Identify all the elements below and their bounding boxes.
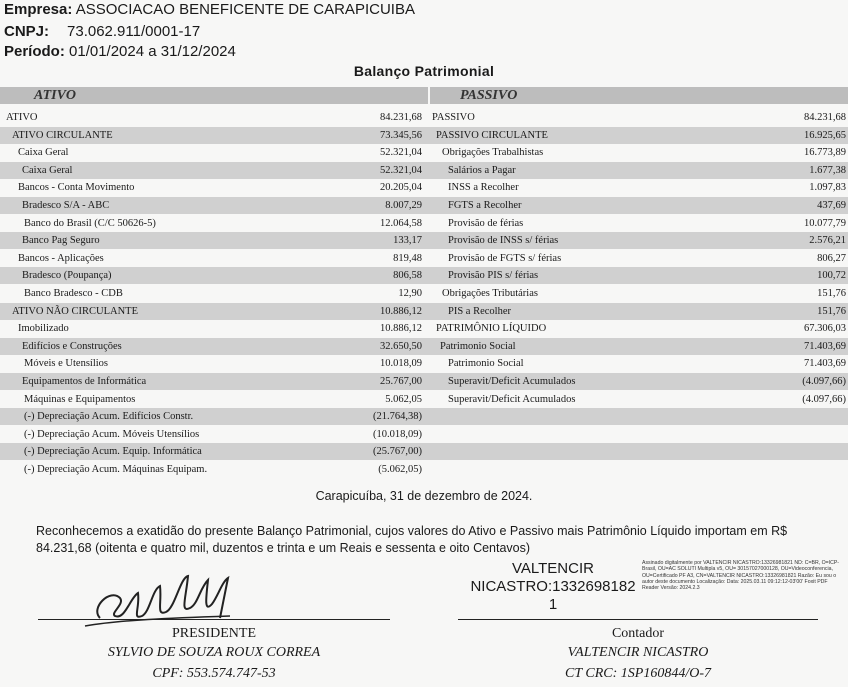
passivo-row-label: FGTS a Recolher [448, 200, 522, 211]
passivo-row-value: 1.677,38 [809, 164, 846, 176]
ativo-row-value: 84.231,68 [380, 112, 422, 123]
ativo-row-label: Bradesco (Poupança) [22, 270, 112, 282]
ativo-row-value: (25.767,00) [373, 446, 422, 458]
ativo-row-label: (-) Depreciação Acum. Edifícios Constr. [24, 411, 194, 423]
passivo-row-value: 16.773,89 [804, 147, 846, 159]
table-row [0, 250, 848, 267]
period-line [4, 43, 236, 60]
ativo-row-label: Móveis e Utensílios [24, 358, 108, 370]
president-signature-image [80, 568, 250, 633]
passivo-row-label: PASSIVO [432, 112, 475, 123]
passivo-column-header [430, 87, 848, 104]
passivo-row-value: (4.097,66) [802, 393, 846, 405]
ativo-row-value: (10.018,09) [373, 428, 422, 440]
cnpj-label: CNPJ: [4, 23, 50, 40]
page-title: Balanço Patrimonial [353, 63, 495, 79]
ativo-row-value: 52.321,04 [380, 164, 422, 176]
ativo-row-label: (-) Depreciação Acum. Móveis Utensílios [24, 428, 200, 440]
ativo-column-header [0, 87, 428, 104]
passivo-row-label: Provisão de INSS s/ férias [448, 235, 559, 247]
ativo-row-label: Banco Bradesco - CDB [24, 288, 123, 299]
accountant-crc: CT CRC: 1SP160844/O-7 [565, 666, 711, 681]
table-row [0, 267, 848, 284]
ativo-row-value: 8.007,29 [385, 200, 422, 211]
ativo-row-value: 25.767,00 [380, 376, 422, 387]
period-label: Período: [4, 43, 65, 60]
president-cpf: CPF: 553.574.747-53 [152, 666, 276, 681]
ativo-row-label: (-) Depreciação Acum. Equip. Informática [24, 446, 202, 458]
accountant-role: Contador [611, 626, 665, 641]
passivo-row-label: Provisão PIS s/ férias [448, 270, 539, 282]
company-label: Empresa: [4, 1, 73, 18]
table-row [0, 197, 848, 214]
passivo-row-value: 100,72 [817, 270, 846, 282]
ativo-row-value: 806,58 [393, 270, 422, 282]
passivo-row-value: 1.097,83 [809, 182, 846, 194]
ativo-row-label: Edifícios e Construções [22, 340, 122, 352]
ativo-row-label: Imobilizado [18, 323, 69, 335]
ativo-row-label: ATIVO NÃO CIRCULANTE [12, 305, 138, 317]
ativo-row-label: Bancos - Conta Movimento [18, 182, 135, 194]
ativo-row-label: Caixa Geral [22, 164, 73, 176]
digital-signature-details: Assinado digitalmente por VALTENCIR NICASTRO:13326981821 ND: C=BR, O=ICP-Brasil, OU=AC SOLUTI Multipla v5, OU= 30157027000128, OU=Videoconferencia, OU=Certificado PF A3, CN=VALTENCIR NICASTRO:13326981821 Razão: Eu sou o autor deste documento Localização: Data: 2025.03.11 09:12:12-03'00' Foxit PDF Reader Versão: 2024.2.3 [642, 560, 840, 592]
ativo-row-value: 12,90 [398, 288, 422, 299]
ativo-row-label: Banco Pag Seguro [22, 235, 100, 247]
ativo-row-value: 32.650,50 [380, 340, 422, 352]
passivo-row-label: PASSIVO CIRCULANTE [436, 129, 548, 141]
ativo-row-value: 5.062,05 [385, 393, 422, 405]
table-row [0, 338, 848, 355]
passivo-row-value: 16.925,65 [804, 129, 846, 141]
passivo-row-label: Patrimonio Social [448, 358, 524, 370]
ativo-row-label: Banco do Brasil (C/C 50626-5) [24, 217, 156, 229]
passivo-row-value: 84.231,68 [804, 112, 846, 123]
ativo-row-label: Equipamentos de Informática [22, 376, 147, 387]
ativo-row-label: Máquinas e Equipamentos [24, 393, 136, 405]
ativo-row-label: Caixa Geral [18, 147, 69, 159]
passivo-row-label: Provisão de férias [448, 217, 524, 229]
passivo-row-value: 151,76 [817, 305, 846, 317]
company-line [4, 1, 415, 18]
table-row [0, 109, 848, 126]
president-name: SYLVIO DE SOUZA ROUX CORREA [107, 645, 321, 660]
passivo-heading: PASSIVO [460, 88, 518, 103]
ativo-row-value: (5.062,05) [378, 464, 422, 475]
ativo-row-value: 133,17 [393, 235, 422, 247]
passivo-row-value: 67.306,03 [804, 323, 846, 335]
passivo-row-label: Superavit/Deficit Acumulados [448, 376, 576, 387]
passivo-row-label: PIS a Recolher [448, 305, 511, 317]
ativo-heading: ATIVO [34, 88, 77, 103]
passivo-row-value: 10.077,79 [804, 217, 846, 229]
passivo-row-label: Provisão de FGTS s/ férias [448, 252, 562, 264]
passivo-row-label: INSS a Recolher [448, 182, 519, 194]
ativo-row-value: 12.064,58 [380, 217, 422, 229]
ativo-row-value: 10.886,12 [380, 305, 422, 317]
passivo-row-label: Obrigações Trabalhistas [442, 147, 544, 159]
ativo-row-label: ATIVO CIRCULANTE [12, 129, 113, 141]
table-row [0, 285, 848, 302]
digital-signature-name: VALTENCIR NICASTRO:1332698182 1 [470, 560, 636, 613]
passivo-row-value: 2.576,21 [809, 235, 846, 247]
declaration-text: Reconhecemos a exatidão do presente Balanço Patrimonial, cujos valores do Ativo e Passivo mais Patrimônio Líquido importam em R$ 84.231,68 (oitenta e quatro mil, duzentos e trinta e um Reais e sessenta e oito Centavos) [36, 524, 788, 555]
ativo-row-label: Bancos - Aplicações [18, 252, 104, 264]
table-row [0, 162, 848, 179]
passivo-row-label: Patrimonio Social [440, 340, 516, 352]
ativo-row-label: ATIVO [6, 112, 38, 123]
passivo-row-value: 151,76 [817, 288, 846, 299]
table-row [0, 320, 848, 337]
table-row [0, 144, 848, 161]
passivo-row-label: Superavit/Deficit Acumulados [448, 393, 576, 405]
passivo-row-value: 806,27 [817, 252, 846, 264]
cnpj-line [4, 23, 200, 40]
passivo-row-label: Obrigações Tributárias [442, 288, 538, 299]
period-value: 01/01/2024 a 31/12/2024 [69, 43, 236, 60]
passivo-row-label: PATRIMÔNIO LÍQUIDO [436, 323, 547, 335]
ativo-row-value: 52.321,04 [380, 147, 422, 159]
ativo-row-value: 73.345,56 [380, 129, 422, 141]
ativo-row-value: 819,48 [393, 252, 422, 264]
table-row [0, 355, 848, 372]
passivo-row-value: 71.403,69 [804, 358, 846, 370]
ativo-row-label: (-) Depreciação Acum. Máquinas Equipam. [24, 464, 208, 475]
cnpj-value: 73.062.911/0001-17 [67, 23, 201, 40]
president-signature-line [38, 619, 390, 620]
ativo-row-value: 20.205,04 [380, 182, 422, 194]
passivo-row-value: 71.403,69 [804, 340, 846, 352]
company-name: ASSOCIACAO BENEFICENTE DE CARAPICUIBA [75, 1, 415, 18]
accountant-signature-line [458, 619, 818, 620]
ativo-row-value: (21.764,38) [373, 411, 422, 423]
ativo-row-label: Bradesco S/A - ABC [22, 200, 110, 211]
ativo-row-value: 10.018,09 [380, 358, 422, 370]
table-row [0, 232, 848, 249]
passivo-row-value: (4.097,66) [802, 376, 846, 387]
passivo-row-value: 437,69 [817, 200, 846, 211]
president-role: PRESIDENTE [172, 626, 256, 641]
table-row [0, 127, 848, 144]
ativo-row-value: 10.886,12 [380, 323, 422, 335]
passivo-row-label: Salários a Pagar [448, 164, 516, 176]
place-date: Carapicuíba, 31 de dezembro de 2024. [315, 489, 533, 503]
accountant-name: VALTENCIR NICASTRO [567, 645, 709, 660]
